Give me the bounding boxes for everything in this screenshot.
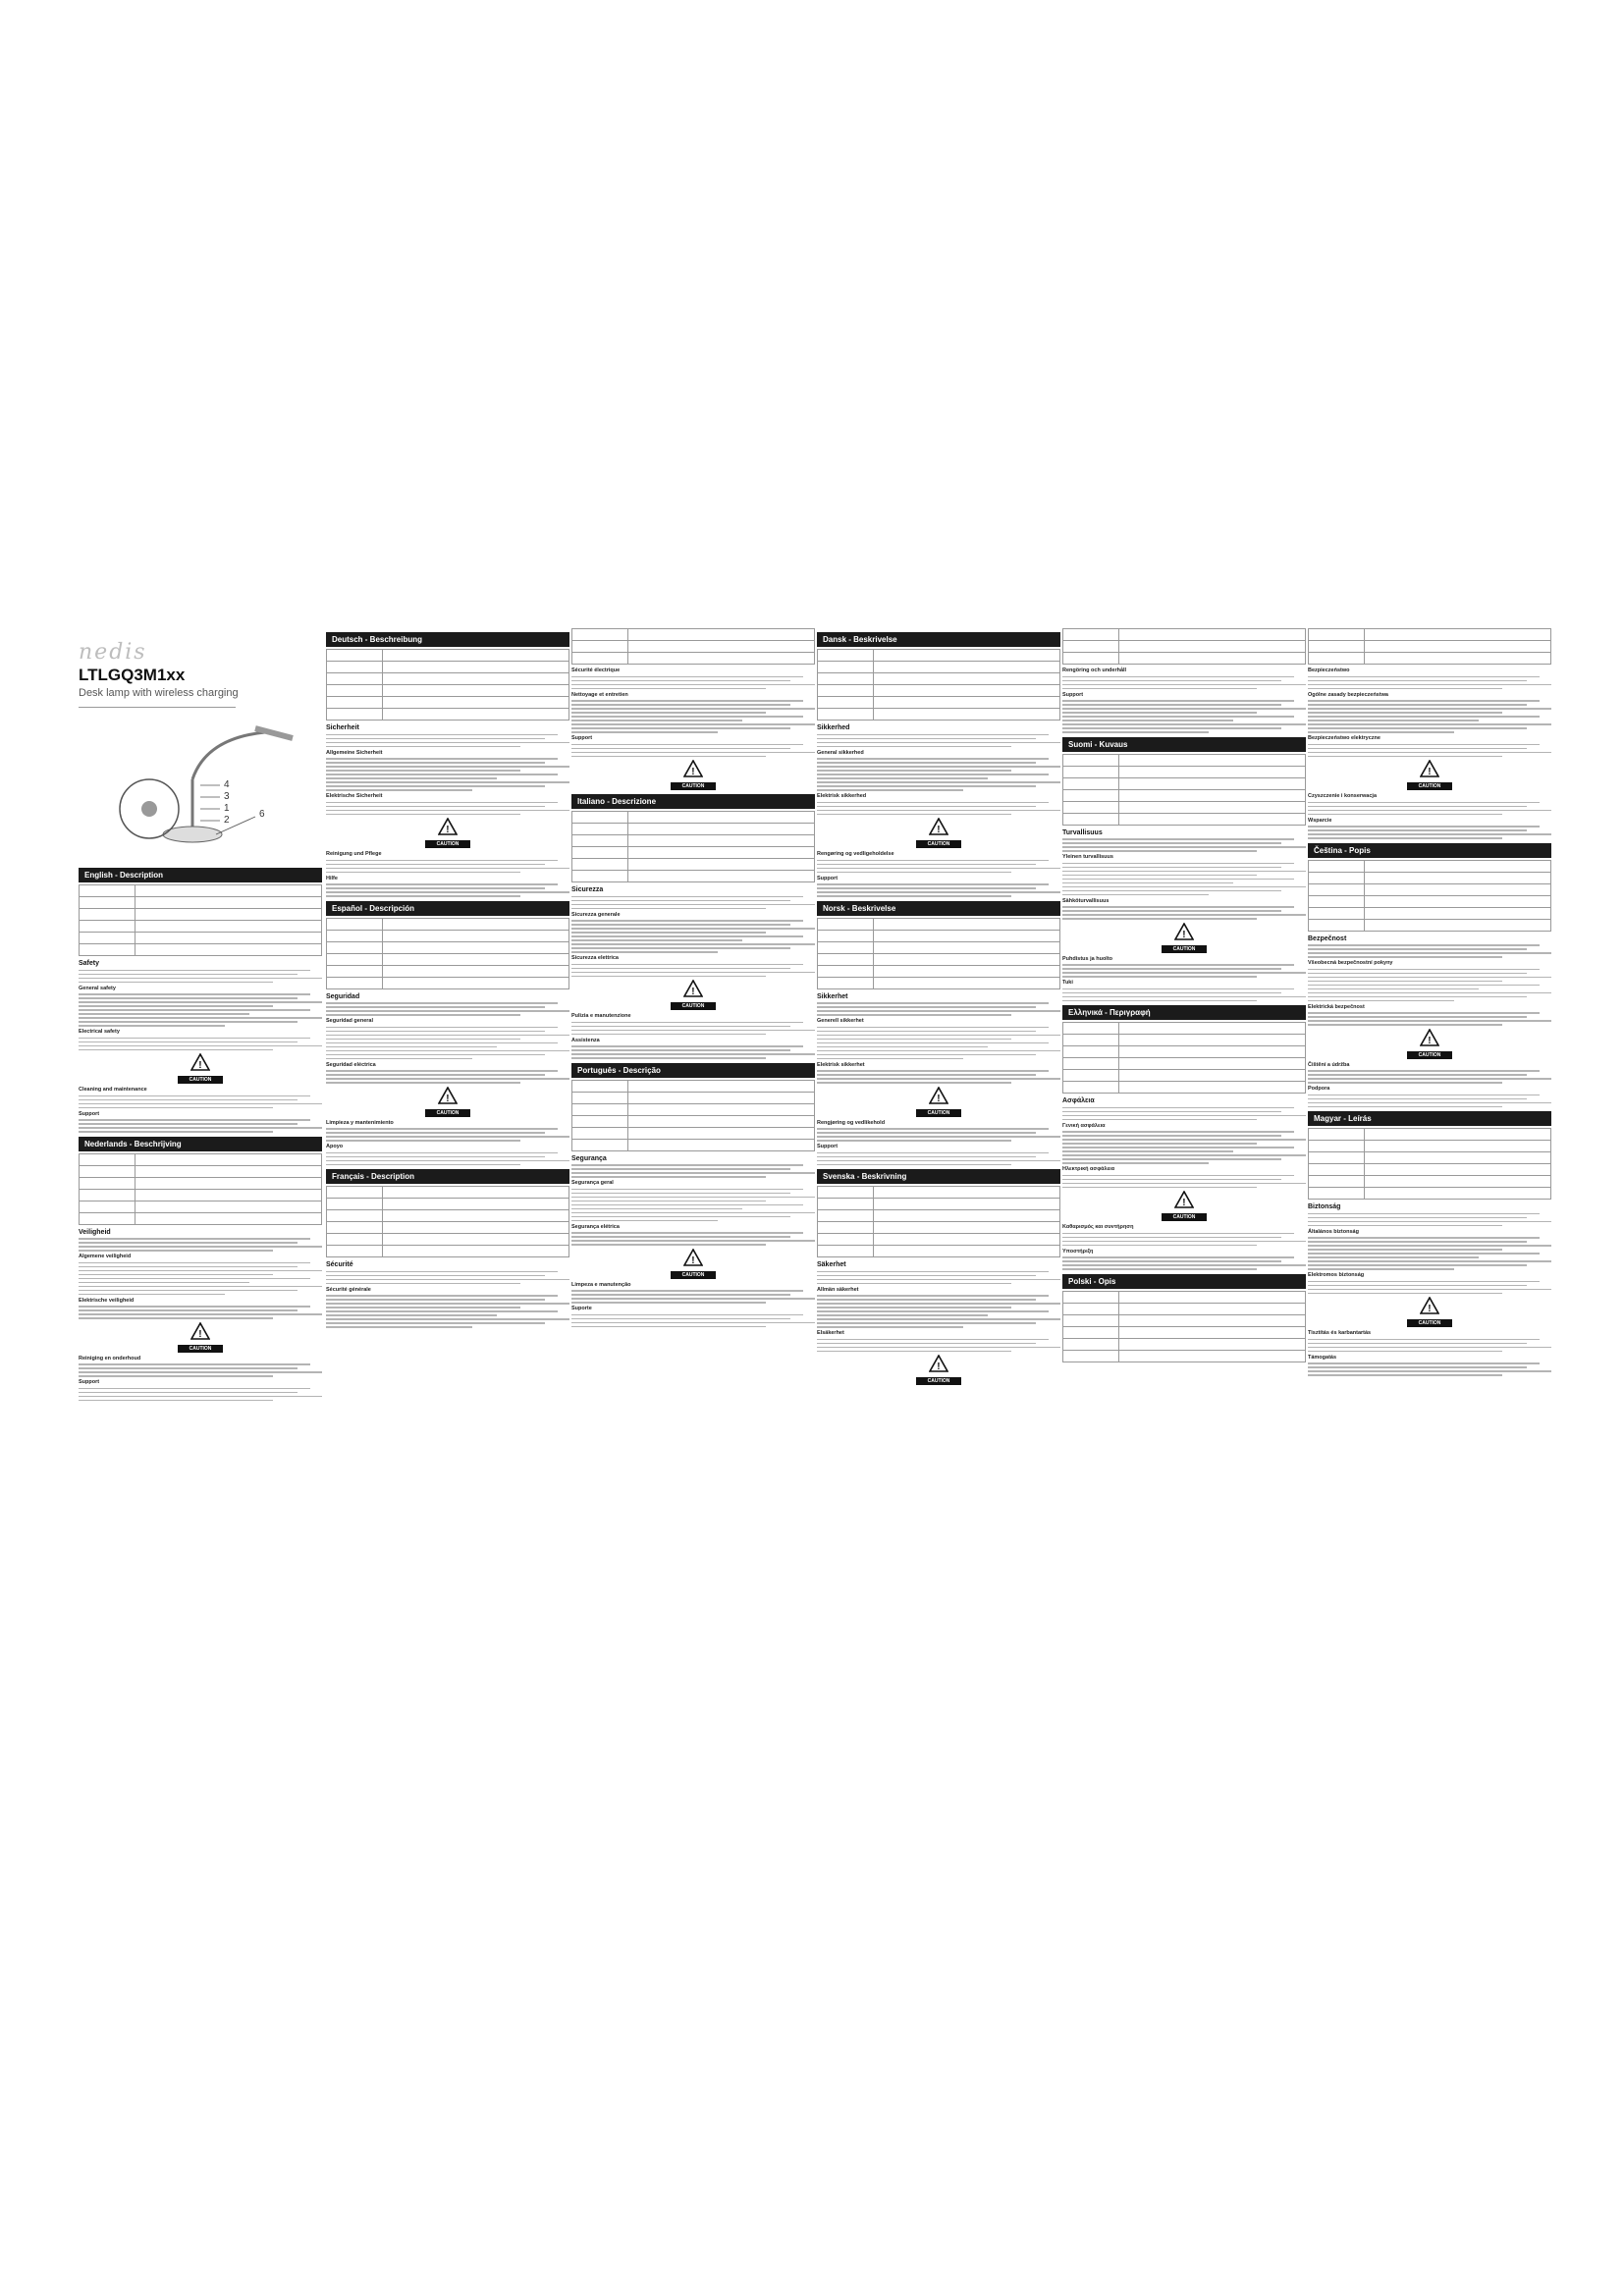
caution-symbol [916, 818, 961, 848]
body-text [817, 883, 1060, 897]
subsection-heading: Support [817, 875, 839, 881]
language-banner: Nederlands - Beschrijving [79, 1137, 322, 1151]
description-table [817, 649, 1060, 721]
subsection-heading: Segurança geral [571, 1180, 614, 1186]
caution-symbol [425, 1087, 470, 1117]
language-banner: Italiano - Descrizione [571, 794, 815, 809]
subsection-heading: Reinigung und Pflege [326, 851, 382, 857]
section-heading: Veiligheid [79, 1228, 111, 1236]
section-heading: Sécurité [326, 1261, 353, 1268]
subsection-heading: Reiniging en onderhoud [79, 1355, 141, 1362]
description-table [326, 918, 569, 989]
caution-symbol [1407, 760, 1452, 790]
body-text [817, 1152, 1060, 1166]
subsection-heading: Support [79, 1110, 100, 1117]
section-heading: Turvallisuus [1062, 828, 1103, 836]
body-text [79, 1306, 322, 1319]
description-table [571, 1080, 815, 1151]
caution-symbol [1407, 1029, 1452, 1059]
caution-label: CAUTION [1407, 1319, 1452, 1327]
subsection-heading: Elsäkerhet [817, 1330, 844, 1336]
body-text [571, 700, 815, 733]
body-text [1308, 1237, 1551, 1270]
callout-1: 1 [224, 803, 230, 814]
product-subtitle: Desk lamp with wireless charging [79, 687, 239, 699]
subsection-heading: Puhdistus ja huolto [1062, 955, 1113, 962]
subsection-heading: Electrical safety [79, 1029, 120, 1035]
language-banner: Polski - Opis [1062, 1274, 1306, 1289]
callout-4: 4 [224, 779, 230, 790]
body-text [79, 970, 322, 984]
subsection-heading: Segurança elétrica [571, 1223, 620, 1230]
body-text [817, 758, 1060, 791]
body-text [79, 1363, 322, 1377]
column-1 [79, 864, 322, 1404]
body-text [571, 920, 815, 953]
subsection-heading: Pulizia e manutenzione [571, 1013, 631, 1019]
subsection-heading: Wsparcie [1308, 817, 1332, 824]
body-text [326, 883, 569, 897]
description-table [326, 1186, 569, 1257]
section-heading: Sicurezza [571, 886, 604, 893]
body-text [1062, 1175, 1306, 1189]
body-text [326, 1027, 569, 1060]
body-text [326, 860, 569, 874]
caution-label: CAUTION [178, 1345, 223, 1353]
body-text [571, 1045, 815, 1059]
subsection-heading: Tuki [1062, 980, 1073, 986]
subsection-heading: Elektromos biztonság [1308, 1272, 1365, 1278]
caution-label: CAUTION [1407, 1051, 1452, 1059]
subsection-heading: Support [817, 1144, 839, 1149]
caution-label: CAUTION [916, 1109, 961, 1117]
description-table [1062, 628, 1306, 665]
section-heading: Ασφάλεια [1062, 1097, 1095, 1104]
language-banner: Čeština - Popis [1308, 843, 1551, 858]
subsection-heading: Elektrická bezpečnost [1308, 1003, 1365, 1010]
subsection-heading: Support [79, 1379, 100, 1385]
caution-symbol [671, 980, 716, 1010]
language-banner: Português - Descrição [571, 1063, 815, 1078]
body-text [1062, 988, 1306, 1002]
body-text [326, 734, 569, 748]
body-text [571, 1189, 815, 1222]
body-text [1308, 944, 1551, 958]
language-banner: Svenska - Beskrivning [817, 1169, 1060, 1184]
caution-label: CAUTION [1162, 945, 1207, 953]
title-rule [79, 707, 236, 708]
brand-logo: nedis [79, 640, 147, 665]
body-text [571, 964, 815, 978]
subsection-heading: Tisztítás és karbantartás [1308, 1330, 1372, 1336]
subsection-heading: Γενική ασφάλεια [1062, 1122, 1106, 1129]
body-text [571, 1290, 815, 1304]
section-heading: Säkerhet [817, 1261, 846, 1268]
description-table [1308, 1128, 1551, 1200]
language-banner: Français - Description [326, 1169, 569, 1184]
svg-text:!: ! [446, 825, 450, 835]
body-text [1308, 744, 1551, 758]
description-table [1308, 860, 1551, 932]
subsection-heading: Allmän säkerhet [817, 1286, 859, 1293]
subsection-heading: Sicurezza generale [571, 911, 621, 918]
svg-text:!: ! [1428, 1035, 1432, 1046]
body-text [1308, 676, 1551, 690]
subsection-heading: Czyszczenie i konserwacja [1308, 793, 1378, 799]
lamp-illustration [98, 715, 295, 862]
body-text [1062, 1131, 1306, 1164]
body-text [571, 1314, 815, 1328]
subsection-heading: Elektrisk sikkerhet [817, 1061, 865, 1068]
caution-symbol [916, 1355, 961, 1385]
body-text [1308, 802, 1551, 816]
column-5 [1062, 628, 1306, 1365]
subsection-heading: Rengöring och underhåll [1062, 667, 1127, 673]
subsection-heading: Limpieza y mantenimiento [326, 1119, 394, 1126]
body-text [1308, 969, 1551, 1002]
section-heading: Bezpečnost [1308, 934, 1347, 942]
body-text [571, 896, 815, 910]
section-heading: Sikkerhed [817, 724, 850, 731]
body-text [1062, 906, 1306, 920]
body-text [79, 1238, 322, 1252]
language-banner: Ελληνικά - Περιγραφή [1062, 1005, 1306, 1020]
subsection-heading: Hilfe [326, 875, 338, 881]
subsection-heading: Všeobecná bezpečnostní pokyny [1308, 960, 1393, 966]
subsection-heading: Elektrische Sicherheit [326, 793, 383, 799]
language-banner: English - Description [79, 868, 322, 882]
subsection-heading: Generell sikkerhet [817, 1018, 864, 1024]
subsection-heading: Elektrische veiligheid [79, 1297, 135, 1304]
body-text [1308, 1362, 1551, 1376]
description-table [1062, 754, 1306, 826]
svg-text:!: ! [937, 825, 941, 835]
subsection-heading: Apoyo [326, 1144, 344, 1149]
caution-label: CAUTION [425, 1109, 470, 1117]
svg-text:!: ! [937, 1362, 941, 1372]
caution-label: CAUTION [178, 1076, 223, 1084]
description-table [79, 884, 322, 956]
body-text [1062, 700, 1306, 733]
body-text [79, 1262, 322, 1296]
section-heading: Seguridad [326, 992, 360, 1000]
subsection-heading: Sähköturvallisuus [1062, 897, 1110, 904]
body-text [326, 1002, 569, 1016]
description-table [1062, 1022, 1306, 1094]
body-text [817, 1027, 1060, 1060]
body-text [1062, 676, 1306, 690]
body-text [326, 802, 569, 816]
body-text [79, 993, 322, 1027]
subsection-heading: General safety [79, 985, 116, 991]
body-text [79, 1095, 322, 1109]
caution-label: CAUTION [671, 1002, 716, 1010]
caution-label: CAUTION [671, 782, 716, 790]
body-text [571, 1022, 815, 1036]
subsection-heading: Algemene veiligheid [79, 1254, 132, 1259]
caution-symbol [1407, 1297, 1452, 1327]
description-table [326, 649, 569, 721]
caution-label: CAUTION [425, 840, 470, 848]
body-text [326, 1295, 569, 1328]
subsection-heading: Seguridad eléctrica [326, 1061, 376, 1068]
subsection-heading: Rengøring og vedligeholdelse [817, 851, 894, 857]
subsection-heading: Assistenza [571, 1037, 600, 1043]
caution-symbol [1162, 1191, 1207, 1221]
body-text [817, 1070, 1060, 1084]
caution-label: CAUTION [1407, 782, 1452, 790]
svg-text:!: ! [1182, 929, 1186, 940]
caution-symbol [1162, 923, 1207, 953]
svg-text:!: ! [691, 767, 695, 777]
subsection-heading: Bezpieczeństwo elektryczne [1308, 735, 1380, 741]
column-4 [817, 628, 1060, 1388]
subsection-heading: Ηλεκτρική ασφάλεια [1062, 1166, 1115, 1172]
caution-symbol [178, 1053, 223, 1084]
section-heading: Biztonság [1308, 1203, 1341, 1210]
body-text [79, 1119, 322, 1133]
svg-text:!: ! [198, 1060, 202, 1071]
body-text [817, 734, 1060, 748]
language-banner: Magyar - Leírás [1308, 1111, 1551, 1126]
caution-symbol [425, 818, 470, 848]
body-text [817, 1128, 1060, 1142]
subsection-heading: Sicurezza elettrica [571, 955, 619, 961]
column-6 [1308, 628, 1551, 1378]
body-text [1308, 1339, 1551, 1353]
column-2 [326, 628, 569, 1330]
subsection-heading: Čištění a údržba [1308, 1061, 1350, 1068]
body-text [1308, 826, 1551, 839]
subsection-heading: Rengjøring og vedlikehold [817, 1119, 886, 1126]
subsection-heading: Support [1062, 691, 1084, 698]
caution-symbol [916, 1087, 961, 1117]
svg-text:!: ! [691, 987, 695, 997]
svg-text:!: ! [198, 1328, 202, 1340]
subsection-heading: Ogólne zasady bezpieczeństwa [1308, 691, 1388, 698]
subsection-heading: Cleaning and maintenance [79, 1087, 147, 1093]
body-text [571, 744, 815, 758]
subsection-heading: Καθαρισμός και συντήρηση [1062, 1224, 1134, 1230]
description-table [817, 1186, 1060, 1257]
description-table [817, 918, 1060, 989]
caution-label: CAUTION [916, 1377, 961, 1385]
body-text [817, 1339, 1060, 1353]
svg-text:!: ! [937, 1093, 941, 1104]
description-table [571, 811, 815, 882]
svg-text:!: ! [1428, 767, 1432, 777]
svg-text:!: ! [1428, 1304, 1432, 1314]
column-3 [571, 628, 815, 1330]
section-heading: Sikkerhet [817, 992, 848, 1000]
caution-label: CAUTION [671, 1271, 716, 1279]
body-text [1308, 1213, 1551, 1227]
body-text [326, 1271, 569, 1285]
callout-2: 2 [224, 815, 230, 826]
body-text [1308, 1012, 1551, 1026]
subsection-heading: Allgemeine Sicherheit [326, 749, 383, 756]
section-heading: Safety [79, 960, 100, 967]
subsection-heading: Seguridad general [326, 1018, 373, 1024]
body-text [1308, 1281, 1551, 1295]
body-text [817, 1002, 1060, 1016]
language-banner: Norsk - Beskrivelse [817, 901, 1060, 916]
svg-text:!: ! [691, 1255, 695, 1266]
body-text [326, 1070, 569, 1084]
subsection-heading: Υποστήριξη [1062, 1248, 1094, 1255]
subsection-heading: Support [571, 735, 593, 741]
model-number: LTLGQ3M1xx [79, 666, 186, 684]
body-text [571, 1164, 815, 1178]
subsection-heading: Podpora [1308, 1086, 1330, 1092]
body-text [1062, 1256, 1306, 1270]
body-text [1062, 863, 1306, 896]
body-text [326, 1128, 569, 1142]
body-text [817, 860, 1060, 874]
body-text [1062, 964, 1306, 978]
callout-6: 6 [259, 809, 265, 820]
description-table [1062, 1291, 1306, 1362]
subsection-heading: Támogatás [1308, 1354, 1337, 1361]
description-table [79, 1153, 322, 1225]
body-text [571, 676, 815, 690]
subsection-heading: Általános biztonság [1308, 1228, 1359, 1235]
language-banner: Dansk - Beskrivelse [817, 632, 1060, 647]
body-text [817, 802, 1060, 816]
subsection-heading: Suporte [571, 1306, 592, 1311]
caution-symbol [671, 1249, 716, 1279]
subsection-heading: Nettoyage et entretien [571, 691, 628, 698]
body-text [326, 758, 569, 791]
description-table [1308, 628, 1551, 665]
body-text [817, 1271, 1060, 1285]
section-heading: Segurança [571, 1154, 607, 1162]
body-text [1062, 1233, 1306, 1247]
body-text [79, 1038, 322, 1051]
body-text [79, 1388, 322, 1402]
body-text [1062, 838, 1306, 852]
body-text [817, 1295, 1060, 1328]
caution-label: CAUTION [916, 840, 961, 848]
body-text [1062, 1107, 1306, 1121]
body-text [326, 1152, 569, 1166]
svg-text:!: ! [446, 1093, 450, 1104]
language-banner: Deutsch - Beschreibung [326, 632, 569, 647]
language-banner: Suomi - Kuvaus [1062, 737, 1306, 752]
subsection-heading: Elektrisk sikkerhed [817, 793, 867, 799]
subsection-heading: Limpeza e manutenção [571, 1281, 631, 1288]
svg-text:!: ! [1182, 1198, 1186, 1208]
body-text [1308, 1095, 1551, 1108]
subsection-heading: General sikkerhed [817, 749, 864, 756]
body-text [571, 1232, 815, 1246]
caution-symbol [178, 1322, 223, 1353]
body-text [1308, 1070, 1551, 1084]
section-heading: Sicherheit [326, 724, 359, 731]
description-table [571, 628, 815, 665]
language-banner: Español - Descripción [326, 901, 569, 916]
caution-symbol [671, 760, 716, 790]
subsection-heading: Yleinen turvallisuus [1062, 854, 1113, 860]
subsection-heading: Sécurité générale [326, 1286, 371, 1293]
body-text [1308, 700, 1551, 733]
caution-label: CAUTION [1162, 1213, 1207, 1221]
subsection-heading: Bezpieczeństwo [1308, 667, 1350, 673]
callout-3: 3 [224, 791, 230, 802]
subsection-heading: Sécurité électrique [571, 667, 621, 673]
